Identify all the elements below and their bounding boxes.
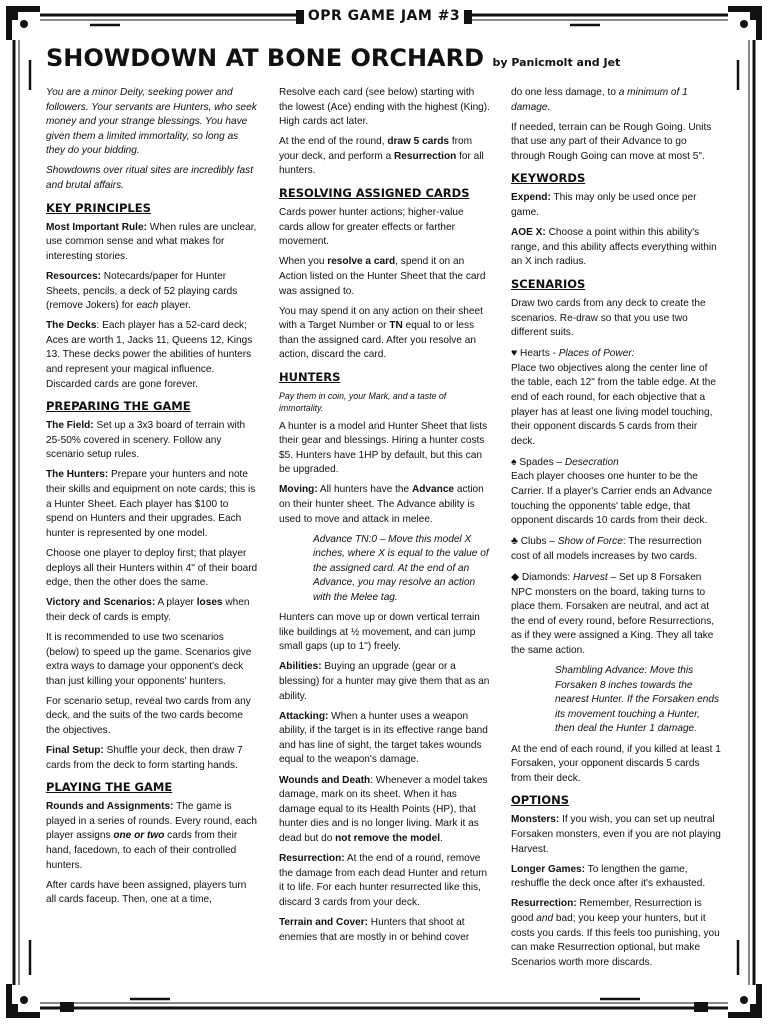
- rounds-paragraph: [46, 800, 258, 873]
- end-round-paragraph: [279, 135, 491, 179]
- killed-forsaken-paragraph: At the end of each round, if you killed at least 1 Forsaken, your opponent discards 5 cards from their deck.: [511, 743, 721, 784]
- resurrection-paragraph: [279, 852, 491, 910]
- resources-emphasis: each: [136, 300, 159, 312]
- end-round-text-2: from your deck, and perform a: [279, 136, 473, 162]
- column-1: [46, 86, 258, 913]
- rounds-text: The game is played in a series of rounds. Every round, each player assigns: [46, 801, 257, 842]
- advance-ability-paragraph: Advance TN:0 – Move this model X inches, where X is equal to the value of the assigned card. At the end of an Advance, you may resolve an action with the Melee tag.: [313, 533, 489, 604]
- attacking-text: When a hunter uses a weapon ability, if the target is in its effective range band and has line of sight, the target takes wounds equal to the weapon's damage.: [279, 710, 488, 766]
- victory-text: A player: [155, 597, 197, 609]
- terrain-label: Terrain and Cover:: [279, 916, 368, 928]
- end-round-resurrection: Resurrection: [394, 150, 457, 162]
- spades-icon: ♠: [511, 455, 517, 468]
- wounds-paragraph: [279, 774, 491, 847]
- terrain-paragraph: [279, 916, 491, 945]
- byline: by Panicmolt and Jet: [492, 56, 621, 69]
- wounds-emphasis: not remove the model: [335, 832, 441, 844]
- expend-paragraph: [511, 191, 721, 220]
- heading-scenarios: SCENARIOS: [511, 276, 586, 291]
- diamonds-subtitle: Harvest: [572, 572, 608, 584]
- spend-text: You may spend it on any action on their sheet with a Target Number or: [279, 305, 483, 332]
- resurrection-option-emphasis: and: [536, 912, 554, 924]
- clubs-paragraph: [511, 534, 721, 564]
- title-text: SHOWDOWN AT BONE ORCHARD: [46, 44, 485, 72]
- abilities-label: Abilities:: [279, 661, 322, 673]
- longer-games-text: To lengthen the game, reshuffle the deck once after it's exhausted.: [511, 863, 706, 890]
- rule-label: Most Important Rule:: [46, 221, 147, 233]
- victory-label: Victory and Scenarios:: [46, 597, 156, 609]
- moving-advance: Advance: [411, 484, 455, 496]
- resolve-card-emphasis: resolve a card: [327, 256, 396, 268]
- resolve-card-text: When you: [279, 256, 328, 268]
- heading-preparing-the-game: PREPARING THE GAME: [46, 399, 191, 414]
- heading-keywords: KEYWORDS: [511, 171, 586, 186]
- spades-text: Each player chooses one hunter to be the Carrier. If a player's Carrier ends an Advance touching the opponents' table edge, that opponent discards 10 cards from their deck.: [511, 471, 713, 527]
- hunters-setup-paragraph: [46, 468, 258, 541]
- field-paragraph: [46, 419, 258, 463]
- end-round-draw: draw 5 cards: [387, 136, 450, 148]
- hearts-label: Hearts -: [517, 348, 559, 360]
- less-damage-emphasis: a minimum of 1 damage.: [511, 87, 688, 113]
- wounds-text-end: .: [440, 832, 443, 844]
- resolve-order-paragraph: Resolve each card (see below) starting with the lowest (Ace) ending with the highest (King). High cards act later.: [279, 87, 490, 128]
- spades-subtitle: Desecration: [564, 456, 619, 468]
- spend-text-end: equal to or less than the assigned card. After you resolve an action, discard the card.: [279, 320, 476, 361]
- resurrection-option-label: Resurrection:: [511, 898, 577, 910]
- monsters-paragraph: [511, 813, 721, 857]
- recommend-paragraph: It is recommended to use two scenarios (below) to speed up the game. Scenarios give extra ways to damage your opponent's deck than just killing your opponents' hunters.: [46, 631, 252, 687]
- heading-options: OPTIONS: [511, 793, 570, 808]
- victory-text-end: when their deck of cards is empty.: [46, 597, 250, 623]
- attacking-label: Attacking:: [279, 710, 329, 722]
- resolve-card-paragraph: [279, 255, 491, 299]
- deploy-paragraph: Choose one player to deploy first; that player deploys all their Hunters within 4" of their board edge, then the other does the same.: [46, 547, 258, 589]
- attacking-paragraph: [279, 710, 491, 768]
- draw-scenarios-paragraph: Draw two cards from any deck to create the scenarios. Re-draw so that you use two different suits.: [511, 297, 706, 339]
- resources-paragraph: [46, 270, 258, 314]
- hearts-icon: ♥: [511, 347, 518, 360]
- resolve-card-text-end: , spend it on an Action listed on the Hunter Sheet that the card was assigned to.: [279, 256, 486, 297]
- longer-games-paragraph: [511, 863, 721, 892]
- less-damage-text: do one less damage, to: [511, 87, 619, 98]
- heading-playing-the-game: PLAYING THE GAME: [46, 780, 173, 795]
- spend-paragraph: [279, 305, 491, 363]
- hearts-subtitle: Places of Power:: [558, 348, 635, 360]
- final-setup-text: Shuffle your deck, then draw 7 cards from the deck to form starting hands.: [46, 745, 243, 771]
- clubs-icon: ♣: [511, 535, 518, 548]
- rounds-label: Rounds and Assignments:: [46, 801, 174, 813]
- diamonds-label: Diamonds:: [519, 572, 573, 584]
- end-round-text-3: for all hunters.: [279, 150, 484, 177]
- diamonds-text: – Set up 8 Forsaken NPC monsters on the board, taking turns to place them. Forsaken are neutral, and act at the end of every round, before Resurrections, as if they were assigned a King. They all take the same action.: [511, 572, 715, 656]
- rounds-emphasis: one or two: [113, 830, 165, 842]
- column-2: [279, 86, 491, 951]
- hunters-tagline: Pay them in coin, your Mark, and a taste of immortality.: [279, 391, 447, 413]
- resurrection-option-text-end: bad; you keep your hunters, but it costs you cards. If this feels too punishing, you can make Resurrection optional, but make Scenarios worth more discards.: [511, 912, 720, 968]
- wounds-label: Wounds and Death: [279, 774, 371, 786]
- clubs-subtitle: Show of Force: [557, 536, 623, 548]
- aoe-paragraph: [511, 226, 721, 270]
- spades-heading: [511, 455, 721, 471]
- resurrection-option-paragraph: [511, 897, 721, 970]
- hunters-setup-label: The Hunters:: [46, 469, 109, 481]
- diamonds-icon: ◆: [511, 571, 520, 584]
- expend-label: Expend:: [511, 192, 551, 204]
- hunters-setup-text: Prepare your hunters and note their skills and equipment on note cards; this is a Hunter Sheet. Each player has $100 to spend on Hunters and their upgrades. Each hunter is represented by one model.: [46, 469, 256, 539]
- heading-resolving-assigned-cards: RESOLVING ASSIGNED CARDS: [279, 186, 470, 201]
- terrain-text: Hunters that shoot at enemies that are mostly in or behind cover: [279, 916, 470, 943]
- after-paragraph: After cards have been assigned, players turn all cards faceup. Then, one at a time,: [46, 879, 247, 906]
- resurrection-label: Resurrection:: [279, 853, 345, 865]
- jam-header: OPR GAME JAM #3: [307, 8, 461, 24]
- moving-text-end: action on their hunter sheet. The Advance ability is used to move and attack in melee.: [279, 484, 484, 525]
- resources-label: Resources:: [46, 270, 101, 282]
- aoe-label: AOE X:: [511, 227, 546, 239]
- vertical-movement-paragraph: Hunters can move up or down vertical terrain like buildings at ½ movement, and can jump small gaps (up to 1") freely.: [279, 612, 480, 653]
- longer-games-label: Longer Games:: [511, 863, 586, 875]
- hearts-text: Place two objectives along the center line of the table, each 12" from the table edge. At the end of each round, for each objective that a player has at least one living model touching, their opponent discards 5 cards from their deck.: [511, 362, 717, 447]
- shambling-advance-paragraph: Shambling Advance: Move this Forsaken 8 inches towards the nearest Hunter. If the Forsaken ends its movement touching a Hunter, then deal the Hunter 1 damage.: [555, 665, 720, 735]
- rule-text: When rules are unclear, use common sense and what makes for interesting stories.: [46, 221, 257, 262]
- column-3: [511, 86, 721, 976]
- monsters-text: If you wish, you can set up neutral Forsaken monsters, even if you are not playing Harvest.: [511, 814, 721, 855]
- decks-label: The Decks: [46, 320, 97, 332]
- clubs-label: Clubs –: [517, 536, 558, 548]
- resources-text-end: player.: [158, 300, 191, 312]
- intro-paragraph: You are a minor Deity, seeking power and followers. Your servants are Hunters, who seek money and your strange blessings. You have given them a limited immortality, so long as they do your bidding.: [46, 87, 257, 157]
- moving-text: All hunters have the: [317, 484, 412, 496]
- moving-paragraph: [279, 483, 491, 527]
- decks-text: : Each player has a 52-card deck; Aces are worth 1, Jacks 11, Queens 12, Kings 13. These decks power the abilities of hunters and represent your magical influence. Discarded cards are gone forever.: [46, 320, 253, 390]
- hearts-heading: [511, 346, 721, 362]
- rough-going-paragraph: If needed, terrain can be Rough Going. Units that use any part of their Advance to go through Rough Going can move at most 5".: [511, 121, 712, 162]
- field-label: The Field:: [46, 420, 94, 432]
- abilities-text: Buying an upgrade (gear or a blessing) for a hunter may give them that as an ability.: [279, 661, 490, 702]
- field-text: Set up a 3x3 board of terrain with 25-50% covered in scenery. Follow any scenario setup rules.: [46, 420, 246, 461]
- heading-key-principles: KEY PRINCIPLES: [46, 200, 151, 215]
- page-title: [46, 44, 620, 72]
- resurrection-text: At the end of a round, remove the damage from each dead Hunter and return it to life. For each hunter resurrected like this, discard 3 cards from your deck.: [279, 853, 488, 908]
- moving-label: Moving:: [279, 484, 318, 496]
- intro-paragraph-2: Showdowns over ritual sites are incredibly fast and brutal affairs.: [46, 165, 254, 192]
- spades-label: Spades –: [516, 456, 565, 468]
- expend-text: This may only be used once per game.: [511, 192, 697, 219]
- clubs-text: : The resurrection cost of all models increases by two cards.: [511, 536, 702, 562]
- power-paragraph: Cards power hunter actions; higher-value cards allow for greater effects or farther movement.: [279, 207, 464, 248]
- final-setup-label: Final Setup:: [46, 745, 104, 757]
- heading-hunters: HUNTERS: [279, 370, 341, 384]
- victory-paragraph: [46, 596, 258, 625]
- monsters-label: Monsters:: [511, 814, 560, 826]
- rule-paragraph: [46, 221, 258, 265]
- spend-tn: TN: [389, 320, 403, 332]
- resurrection-option-text: Remember, Resurrection is good: [511, 898, 702, 924]
- less-damage-paragraph: [511, 86, 721, 115]
- wounds-text: : Whenever a model takes damage, mark on its sheet. When it has damage equal to its Health Points (HP), that hunter dies and is no longer living. Mark it as dead but do: [279, 774, 488, 844]
- scenario-setup-paragraph: For scenario setup, reveal two cards from any deck, and the suits of the two cards become the objectives.: [46, 695, 251, 736]
- aoe-text: Choose a point within this ability's range, and this ability affects everything within an X inch radius.: [511, 227, 717, 268]
- rounds-text-end: cards from their hand, facedown, to each of their controlled hunters.: [46, 830, 238, 871]
- decks-paragraph: [46, 319, 258, 392]
- end-round-text: At the end of the round,: [279, 136, 388, 148]
- diamonds-paragraph: [511, 570, 721, 659]
- victory-loses: loses: [196, 597, 223, 609]
- final-setup-paragraph: [46, 744, 258, 773]
- hunter-definition-paragraph: A hunter is a model and Hunter Sheet that lists their gear and blessings. Hiring a hunter costs $5. Hunters have 1HP by default, but this can be upgraded.: [279, 420, 488, 476]
- abilities-paragraph: [279, 660, 491, 704]
- resources-text: Notecards/paper for Hunter Sheets, pencils, a deck of 52 playing cards (remove Jokers) for: [46, 270, 238, 312]
